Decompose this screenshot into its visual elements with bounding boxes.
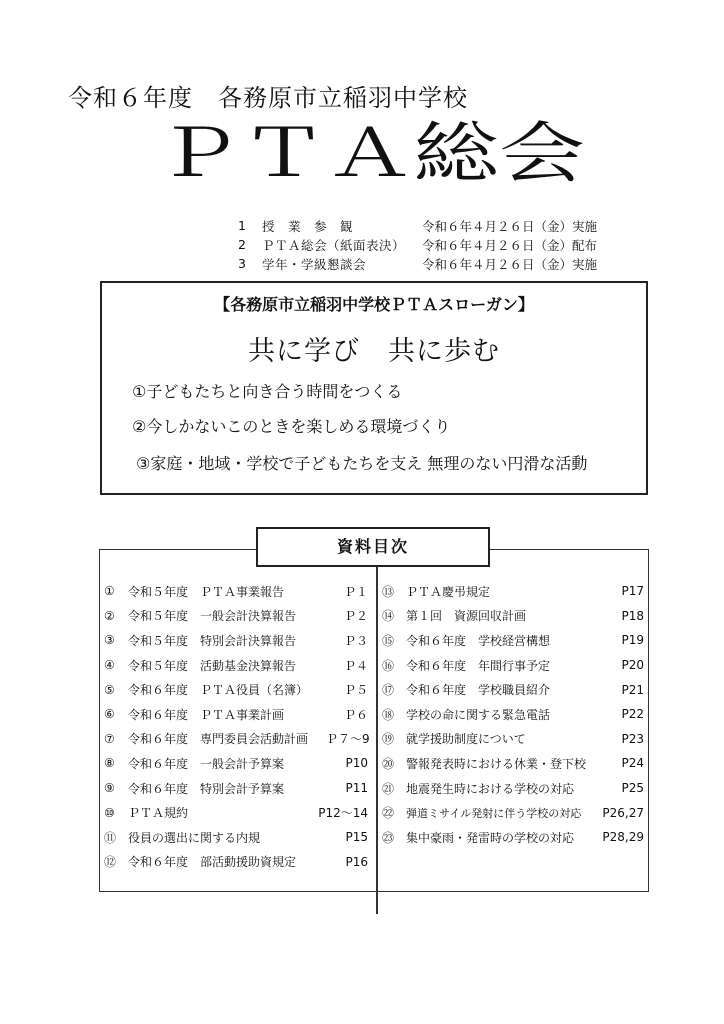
toc-label: 令和６年度 年間行事予定 xyxy=(406,658,551,673)
toc-number: ⑱ xyxy=(382,707,395,722)
toc-item xyxy=(104,751,368,776)
toc-title: 資料目次 xyxy=(256,527,490,567)
toc-item xyxy=(104,727,368,752)
toc-item xyxy=(382,604,644,629)
toc-item xyxy=(104,579,368,604)
toc-label: 令和５年度 一般会計決算報告 xyxy=(128,609,297,624)
toc-label: 令和６年度 特別会計予算案 xyxy=(128,781,285,796)
toc-item xyxy=(382,677,644,702)
toc-label: ＰＴＡ規約 xyxy=(128,806,189,821)
toc-item xyxy=(104,850,368,875)
toc-number: ① xyxy=(104,584,115,599)
schedule-row xyxy=(238,254,638,273)
toc-number: ㉓ xyxy=(382,830,395,845)
schedule-event: 授 業 参 観 xyxy=(262,218,354,234)
toc-label: 令和６年度 ＰＴＡ事業計画 xyxy=(128,707,285,722)
toc-item xyxy=(382,702,644,727)
toc-item xyxy=(104,702,368,727)
toc-number: ⑯ xyxy=(382,658,395,673)
schedule-date: 令和６年４月２６日（金）実施 xyxy=(422,256,598,272)
toc-page: P16 xyxy=(345,854,368,869)
toc-page: Ｐ３ xyxy=(343,633,368,648)
toc-number: ⑧ xyxy=(104,756,115,771)
toc-label: 令和５年度 特別会計決算報告 xyxy=(128,633,297,648)
toc-label: ＰＴＡ慶弔規定 xyxy=(406,584,491,599)
toc-number: ⑮ xyxy=(382,633,395,648)
toc-label: 令和５年度 ＰＴＡ事業報告 xyxy=(128,584,285,599)
toc-page: P28,29 xyxy=(602,830,644,845)
toc-number: ⑪ xyxy=(104,830,117,845)
toc-number: ⑦ xyxy=(104,731,115,746)
toc-item xyxy=(382,653,644,678)
slogan-point-2: ②今しかないこのときを楽しめる環境づくり xyxy=(132,417,451,436)
toc-page: P10 xyxy=(345,756,368,771)
toc-page: Ｐ７～9 xyxy=(326,732,370,747)
schedule-date: 令和６年４月２６日（金）配布 xyxy=(422,237,598,253)
toc-number: ⑨ xyxy=(104,781,115,796)
schedule-row xyxy=(238,216,638,235)
toc-right-column xyxy=(382,579,644,850)
schedule-number: 1 xyxy=(238,218,246,233)
toc-number: ㉒ xyxy=(382,806,395,821)
toc-number: ③ xyxy=(104,633,115,648)
slogan-heading: 【各務原市立稲羽中学校ＰＴＡスローガン】 xyxy=(214,295,534,314)
toc-number: ⑲ xyxy=(382,732,395,747)
toc-page: Ｐ６ xyxy=(343,707,368,722)
toc-label: 役員の選出に関する内規 xyxy=(128,830,261,845)
toc-number: ㉑ xyxy=(382,781,395,796)
toc-page: Ｐ５ xyxy=(343,683,368,698)
toc-item xyxy=(382,776,644,801)
toc-number: ⑩ xyxy=(104,805,115,820)
toc-left-column xyxy=(104,579,368,874)
toc-item xyxy=(382,825,644,850)
main-title-svg xyxy=(150,112,590,192)
toc-item xyxy=(104,776,368,801)
schedule-list xyxy=(238,216,638,273)
toc-number: ⑭ xyxy=(382,609,395,624)
toc-number: ⑬ xyxy=(382,584,395,599)
slogan-box xyxy=(100,281,648,495)
slogan-point-1: ①子どもたちと向き合う時間をつくる xyxy=(132,382,403,401)
schedule-number: 3 xyxy=(238,256,246,271)
toc-page: P18 xyxy=(621,608,644,623)
header-school-line: 令和６年度 各務原市立稲羽中学校 xyxy=(68,84,468,112)
toc-label: 地震発生時における学校の対応 xyxy=(406,781,575,796)
toc-page: P26,27 xyxy=(602,805,644,820)
toc-page: P17 xyxy=(621,584,644,599)
toc-label: 令和６年度 専門委員会活動計画 xyxy=(128,732,309,747)
toc-number: ⑰ xyxy=(382,683,395,698)
toc-label: 令和６年度 学校職員紹介 xyxy=(406,683,551,698)
toc-page: Ｐ１ xyxy=(343,584,368,599)
toc-label: 学校の命に関する緊急電話 xyxy=(406,707,551,722)
toc-item xyxy=(382,579,644,604)
slogan-point-3: ③家庭・地域・学校で子どもたちを支え 無理のない円滑な活動 xyxy=(136,454,588,473)
toc-page: P24 xyxy=(621,756,644,771)
toc-label: 就学援助制度について xyxy=(406,732,526,747)
toc-page: P22 xyxy=(621,707,644,722)
schedule-number: 2 xyxy=(238,237,246,252)
toc-item xyxy=(382,751,644,776)
toc-column-divider xyxy=(376,552,378,914)
toc-label: 令和６年度 一般会計予算案 xyxy=(128,756,285,771)
toc-label: 令和５年度 活動基金決算報告 xyxy=(128,658,297,673)
toc-label: 令和６年度 ＰＴＡ役員（名簿） xyxy=(128,683,309,698)
toc-number: ⑥ xyxy=(104,707,115,722)
toc-label: 集中豪雨・発雷時の学校の対応 xyxy=(406,830,575,845)
toc-number: ② xyxy=(104,608,115,623)
toc-page: P25 xyxy=(621,781,644,796)
toc-number: ④ xyxy=(104,658,115,673)
toc-label: 警報発表時における休業・登下校 xyxy=(406,756,586,771)
toc-page: P12～14 xyxy=(318,806,368,821)
slogan-main: 共に学び 共に歩む xyxy=(248,336,500,367)
toc-item xyxy=(382,628,644,653)
toc-item xyxy=(382,800,644,825)
toc-page: P21 xyxy=(621,682,644,697)
toc-page: Ｐ２ xyxy=(343,609,368,624)
toc-number: ⑫ xyxy=(104,855,117,870)
toc-item xyxy=(104,653,368,678)
schedule-event: ＰＴＡ総会（紙面表決） xyxy=(262,237,406,253)
main-title-text: ＰＴＡ総会 xyxy=(155,115,585,192)
toc-item xyxy=(104,604,368,629)
toc-page: P23 xyxy=(621,731,644,746)
schedule-row xyxy=(238,235,638,254)
toc-label: 令和６年度 部活動援助資規定 xyxy=(128,855,297,870)
main-title xyxy=(150,112,590,192)
schedule-event: 学年・学級懇談会 xyxy=(262,256,367,272)
toc-label: 第１回 資源回収計画 xyxy=(406,609,527,624)
toc-number: ⑳ xyxy=(382,756,395,771)
toc-page: P20 xyxy=(621,658,644,673)
toc-item xyxy=(104,800,368,825)
toc-item xyxy=(104,677,368,702)
toc-item xyxy=(382,727,644,752)
schedule-date: 令和６年４月２６日（金）実施 xyxy=(422,218,598,234)
toc-page: P11 xyxy=(345,781,368,796)
toc-item xyxy=(104,628,368,653)
toc-page: P19 xyxy=(621,633,644,648)
toc-page: Ｐ４ xyxy=(343,658,368,673)
toc-item xyxy=(104,825,368,850)
toc-number: ⑤ xyxy=(104,682,115,697)
toc-page: P15 xyxy=(345,830,368,845)
toc-label: 弾道ミサイル発射に伴う学校の対応 xyxy=(406,806,582,820)
toc-label: 令和６年度 学校経営構想 xyxy=(406,633,551,648)
